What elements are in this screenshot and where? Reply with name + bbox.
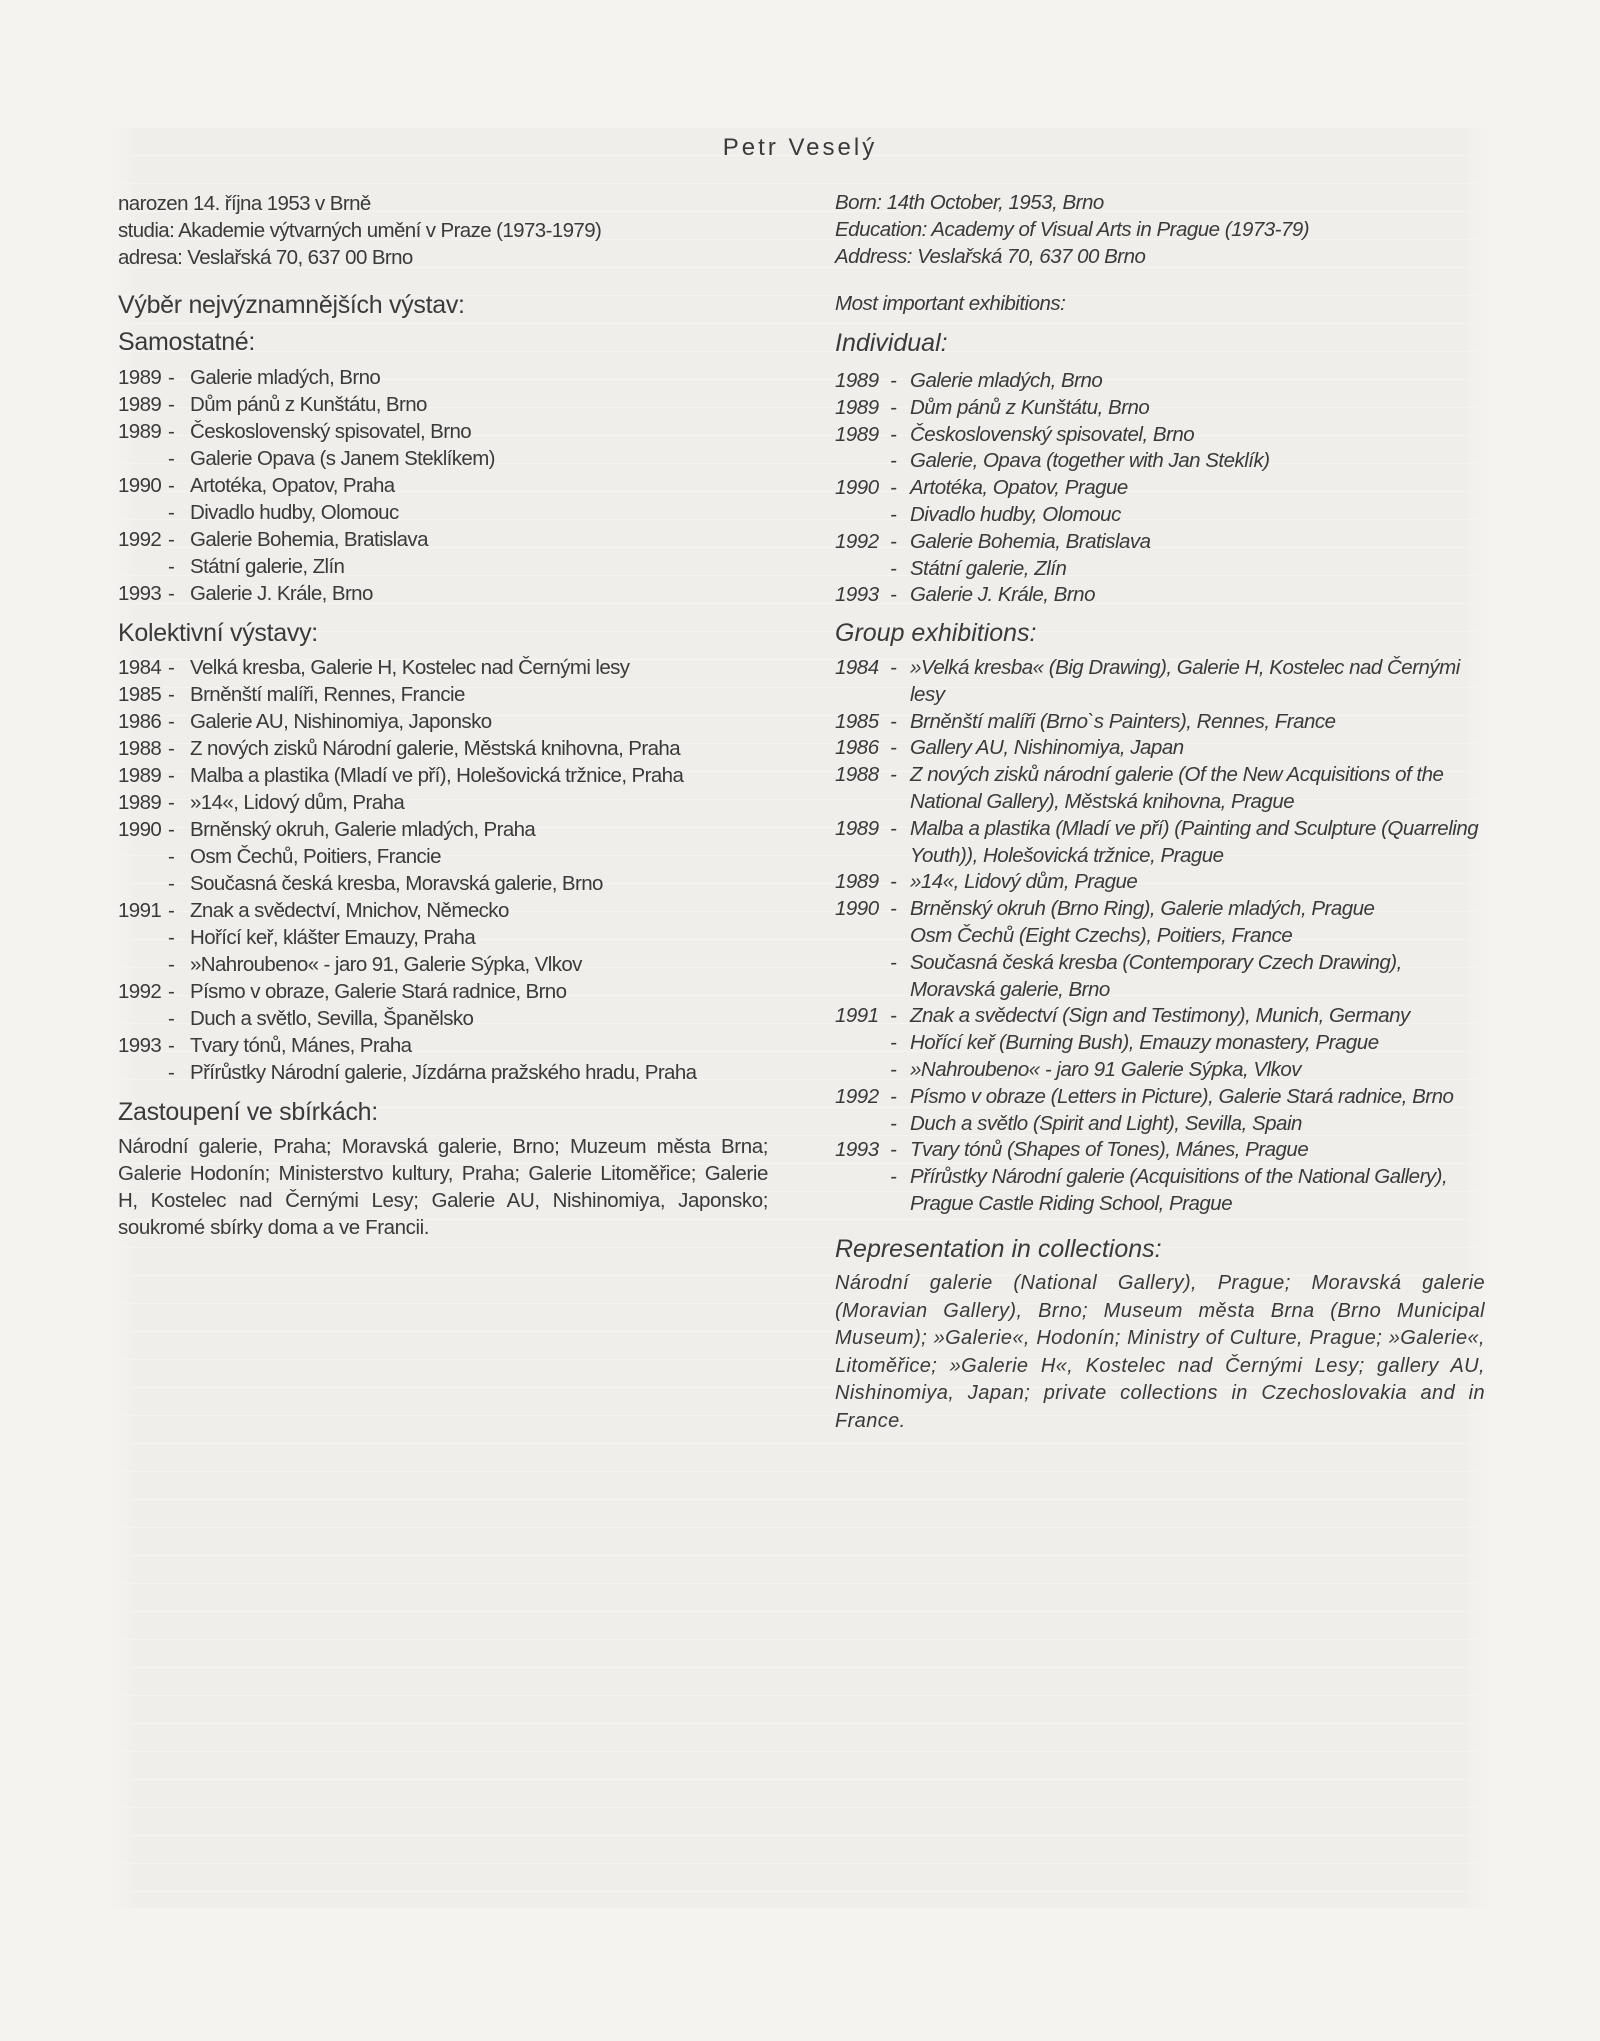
show-through-line: [110, 1780, 1490, 1807]
exhibition-dash: -: [890, 1031, 897, 1055]
exhibition-dash: -: [168, 872, 175, 895]
exhibition-entry: [118, 735, 768, 762]
exhibition-year: [835, 1164, 890, 1191]
exhibition-dash: -: [890, 816, 897, 840]
exhibition-text: Osm Čechů, Poitiers, Francie: [190, 845, 441, 868]
exhibition-entry: [118, 951, 768, 978]
birth-line: narozen 14. října 1953 v Brně: [118, 192, 371, 215]
exhibition-text: Současná česká kresba (Contemporary Czech Drawing), Moravská galerie, Brno: [910, 950, 1402, 1001]
exhibition-entry: [835, 395, 1485, 422]
exhibition-dash: -: [890, 556, 897, 580]
exhibition-text: Státní galerie, Zlín: [190, 555, 345, 578]
exhibition-entry: [118, 762, 768, 789]
exhibition-text: Galerie Bohemia, Bratislava: [910, 529, 1151, 553]
exhibition-dash: -: [168, 528, 175, 551]
exhibition-dash: -: [168, 818, 175, 841]
exhibition-year: 1992: [118, 528, 162, 551]
exhibition-entry: [118, 924, 768, 951]
exhibition-dash: -: [890, 1111, 897, 1135]
exhibition-year: [118, 1059, 168, 1086]
exhibition-text: Galerie Opava (s Janem Steklíkem): [190, 447, 495, 470]
exhibition-text: Malba a plastika (Mladí ve pří) (Painting and Sculpture (Quarreling Youth)), Holešovická tržnice, Prague: [910, 816, 1479, 867]
exhibition-year: 1984: [835, 655, 879, 679]
exhibition-entry: [835, 582, 1485, 609]
exhibition-entry: [118, 870, 768, 897]
exhibition-dash: -: [168, 899, 175, 922]
exhibition-entry: [118, 816, 768, 843]
exhibition-entry: [835, 1111, 1485, 1138]
exhibition-year: 1990: [118, 474, 162, 497]
show-through-line: [110, 1864, 1490, 1891]
exhibition-year: 1990: [835, 897, 879, 921]
exhibition-text: Brněnští malíři (Brno`s Painters), Rennes, France: [910, 709, 1336, 733]
exhibition-text: Galerie mladých, Brno: [910, 368, 1103, 392]
exhibition-text: Dům pánů z Kunštátu, Brno: [190, 393, 427, 416]
exhibition-entry: [835, 1030, 1485, 1057]
exhibition-year: [835, 950, 890, 1004]
exhibition-text: Hořící keř (Burning Bush), Emauzy monastery, Prague: [910, 1031, 1379, 1055]
exhibition-text: »Velká kresba« (Big Drawing), Galerie H, Kostelec nad Černými lesy: [910, 655, 1460, 706]
exhibition-text: Hořící keř, klášter Emauzy, Praha: [190, 926, 476, 949]
exhibition-dash: -: [168, 683, 175, 706]
exhibition-year: 1989: [835, 422, 879, 446]
show-through-line: [110, 1640, 1490, 1667]
exhibition-text: »14«, Lidový dům, Prague: [910, 870, 1138, 894]
exhibition-dash: -: [168, 1061, 175, 1084]
exhibition-text: Galerie AU, Nishinomiya, Japonsko: [190, 710, 492, 733]
exhibition-year: [118, 951, 168, 978]
exhibition-text: Galerie Bohemia, Bratislava: [190, 528, 428, 551]
solo-heading: Samostatné:: [118, 328, 256, 356]
exhibition-text: Brněnský okruh (Brno Ring), Galerie mladých, Prague: [910, 897, 1375, 921]
exhibition-text: Osm Čechů (Eight Czechs), Poitiers, France: [910, 923, 1293, 947]
solo-list: [118, 364, 768, 607]
exhibition-dash: -: [168, 555, 175, 578]
english-column: [835, 190, 1485, 1435]
exhibition-entry: [118, 472, 768, 499]
exhibition-entry: [835, 1057, 1485, 1084]
exhibition-dash: -: [168, 926, 175, 949]
exhibition-year: [835, 556, 890, 583]
exhibition-entry: [835, 448, 1485, 475]
group-heading: Group exhibitions:: [835, 619, 1037, 648]
exhibition-text: Písmo v obraze, Galerie Stará radnice, Brno: [190, 980, 567, 1003]
exhibition-year: [118, 499, 168, 526]
exhibition-entry: [835, 556, 1485, 583]
exhibition-text: Divadlo hudby, Olomouc: [190, 501, 399, 524]
exhibition-dash: [890, 923, 910, 950]
exhibition-text: Písmo v obraze (Letters in Picture), Galerie Stará radnice, Brno: [910, 1084, 1454, 1108]
exhibition-entry: [118, 1032, 768, 1059]
personal-info: [835, 190, 1485, 270]
exhibition-text: »14«, Lidový dům, Praha: [190, 791, 405, 814]
collections-heading: Zastoupení ve sbírkách:: [118, 1098, 378, 1126]
exhibition-year: 1991: [118, 899, 162, 922]
exhibition-year: 1989: [835, 395, 879, 419]
exhibition-entry: [118, 391, 768, 418]
exhibition-dash: -: [890, 368, 897, 392]
exhibition-entry: [118, 681, 768, 708]
exhibition-entry: [118, 418, 768, 445]
exhibition-dash: -: [890, 736, 897, 760]
exhibition-year: 1989: [118, 420, 162, 443]
exhibition-year: 1989: [118, 393, 162, 416]
exhibition-entry: [835, 502, 1485, 529]
education-line: studia: Akademie výtvarných umění v Praze (1973-1979): [118, 219, 602, 242]
exhibition-text: Z nových zisků národní galerie (Of the New Acquisitions of the National Gallery), Městská knihovna, Prague: [910, 763, 1444, 813]
exhibition-year: 1993: [118, 582, 162, 605]
exhibition-entry: [118, 499, 768, 526]
show-through-line: [110, 1696, 1490, 1723]
collections-text: Národní galerie (National Gallery), Prague; Moravská galerie (Moravian Gallery), Brno; Museum města Brna (Brno Municipal Museum); »Galerie«, Hodonín; Ministry of Culture, Prague; »Galerie«, Litoměřice; »Galerie H«, Kostelec nad Černými Lesy; gallery AU, Nishinomiya, Japan; private collections in Czechoslovakia and in France.: [835, 1272, 1485, 1432]
exhibition-text: Duch a světlo, Sevilla, Španělsko: [190, 1007, 474, 1030]
exhibition-year: 1992: [118, 980, 162, 1003]
exhibition-dash: -: [890, 897, 897, 921]
exhibition-text: Duch a světlo (Spirit and Light), Sevilla, Spain: [910, 1111, 1302, 1135]
exhibition-entry: [118, 1005, 768, 1032]
exhibition-text: Galerie, Opava (together with Jan Steklík): [910, 449, 1270, 473]
exhibition-entry: [835, 368, 1485, 395]
exhibition-dash: -: [168, 1034, 175, 1057]
exhibition-entry: [118, 978, 768, 1005]
exhibition-dash: -: [890, 502, 897, 526]
group-heading: Kolektivní výstavy:: [118, 619, 318, 647]
show-through-line: [110, 1556, 1490, 1583]
exhibition-year: [835, 1191, 890, 1218]
exhibition-year: 1989: [835, 870, 879, 894]
exhibition-entry: [118, 708, 768, 735]
exhibition-text: Československý spisovatel, Brno: [910, 422, 1195, 446]
show-through-line: [110, 1444, 1490, 1471]
exhibition-dash: -: [168, 1007, 175, 1030]
exhibition-dash: -: [168, 656, 175, 679]
exhibition-year: 1989: [118, 764, 162, 787]
exhibition-entry: [835, 1191, 1485, 1218]
exhibition-dash: -: [168, 710, 175, 733]
exhibition-dash: -: [890, 476, 897, 500]
exhibition-entry: [118, 897, 768, 924]
exhibition-entry: [835, 816, 1485, 870]
exhibition-entry: [835, 422, 1485, 449]
exhibition-year: [835, 1030, 890, 1057]
exhibition-dash: -: [168, 366, 175, 389]
exhibition-year: 1988: [118, 737, 162, 760]
exhibition-entry: [835, 1003, 1485, 1030]
exhibition-dash: -: [890, 449, 897, 473]
exhibition-dash: -: [168, 582, 175, 605]
exhibition-year: 1990: [118, 818, 162, 841]
solo-heading: Individual:: [835, 329, 948, 358]
exhibition-dash: -: [168, 845, 175, 868]
education-line: Education: Academy of Visual Arts in Prague (1973-79): [835, 217, 1310, 241]
exhibition-entry: [835, 923, 1485, 950]
exhibition-year: [118, 553, 168, 580]
exhibition-dash: -: [890, 870, 897, 894]
exhibition-dash: -: [168, 953, 175, 976]
exhibition-entry: [835, 1164, 1485, 1191]
exhibition-entry: [118, 654, 768, 681]
exhibition-dash: -: [890, 1138, 897, 1162]
exhibition-year: 1986: [118, 710, 162, 733]
exhibition-text: Přírůstky Národní galerie (Acquisitions of the National Gallery),: [910, 1165, 1448, 1189]
exhibition-dash: -: [890, 950, 897, 974]
exhibition-year: 1993: [118, 1034, 162, 1057]
exhibition-entry: [835, 735, 1485, 762]
exhibition-entry: [835, 655, 1485, 709]
exhibition-dash: -: [890, 655, 897, 679]
exhibition-year: 1991: [835, 1004, 879, 1028]
show-through-line: [110, 1612, 1490, 1639]
exhibition-dash: -: [168, 980, 175, 1003]
exhibition-entry: [118, 843, 768, 870]
exhibition-dash: -: [168, 791, 175, 814]
exhibition-text: Malba a plastika (Mladí ve pří), Holešovická tržnice, Praha: [190, 764, 684, 787]
exhibition-year: 1993: [835, 1138, 879, 1162]
exhibition-entry: [835, 529, 1485, 556]
page-title: Petr Veselý: [722, 134, 878, 161]
address-line: adresa: Veslařská 70, 637 00 Brno: [118, 246, 413, 269]
exhibition-dash: -: [890, 709, 897, 733]
exhibition-entry: [118, 526, 768, 553]
exhibition-year: 1990: [835, 476, 879, 500]
personal-info: [118, 190, 768, 271]
exhibition-year: [835, 448, 890, 475]
address-line: Address: Veslařská 70, 637 00 Brno: [835, 244, 1146, 268]
exhibition-dash: -: [890, 422, 897, 446]
exhibition-year: [118, 843, 168, 870]
exhibition-year: [118, 1005, 168, 1032]
exhibition-year: [118, 870, 168, 897]
exhibition-text: Galerie J. Krále, Brno: [190, 582, 373, 605]
exhibition-entry: [118, 445, 768, 472]
exhibition-entry: [118, 364, 768, 391]
exhibition-dash: -: [890, 529, 897, 553]
exhibition-year: [835, 502, 890, 529]
exhibition-text: »Nahroubeno« - jaro 91, Galerie Sýpka, Vlkov: [190, 953, 582, 976]
exhibition-entry: [835, 869, 1485, 896]
show-through-line: [110, 1472, 1490, 1499]
exhibition-text: Dům pánů z Kunštátu, Brno: [910, 395, 1150, 419]
exhibition-year: 1989: [118, 791, 162, 814]
show-through-line: [110, 1752, 1490, 1779]
exhibition-entry: [118, 1059, 768, 1086]
exhibition-dash: -: [890, 1057, 897, 1081]
exhibition-dash: -: [168, 447, 175, 470]
exhibition-year: 1992: [835, 1084, 879, 1108]
exhibition-text: Tvary tónů (Shapes of Tones), Mánes, Prague: [910, 1138, 1309, 1162]
exhibition-text: Znak a svědectví (Sign and Testimony), Munich, Germany: [910, 1004, 1410, 1028]
exhibition-year: 1985: [118, 683, 162, 706]
czech-column: [118, 190, 768, 1241]
exhibition-text: Z nových zisků Národní galerie, Městská knihovna, Praha: [190, 737, 681, 760]
exhibition-entry: [835, 950, 1485, 1004]
exhibition-entry: [835, 1084, 1485, 1111]
exhibition-dash: -: [168, 420, 175, 443]
collections-text: Národní galerie, Praha; Moravská galerie, Brno; Muzeum města Brna; Galerie Hodonín; Ministerstvo kultury, Praha; Galerie Litoměřice; Galerie H, Kostelec nad Černými Lesy; Galerie AU, Nishinomiya, Japonsko; soukromé sbírky doma a ve Francii.: [118, 1135, 768, 1239]
exhibition-year: 1988: [835, 763, 879, 787]
exhibition-dash: -: [890, 395, 897, 419]
exhibition-text: Československý spisovatel, Brno: [190, 420, 472, 443]
exhibition-text: Současná česká kresba, Moravská galerie, Brno: [190, 872, 603, 895]
exhibition-text: Divadlo hudby, Olomouc: [910, 502, 1121, 526]
show-through-line: [110, 1500, 1490, 1527]
exhibition-year: 1993: [835, 583, 879, 607]
exhibition-entry: [118, 553, 768, 580]
show-through-line: [110, 1836, 1490, 1863]
exhibitions-heading: Most important exhibitions:: [835, 292, 1066, 316]
exhibition-text: Velká kresba, Galerie H, Kostelec nad Černými lesy: [190, 656, 630, 679]
exhibition-year: [118, 445, 168, 472]
show-through-line: [110, 1528, 1490, 1555]
exhibition-year: 1989: [835, 816, 879, 840]
exhibition-text: Galerie mladých, Brno: [190, 366, 381, 389]
exhibition-year: 1989: [835, 368, 879, 392]
exhibition-year: 1985: [835, 709, 879, 733]
exhibition-year: [835, 1057, 890, 1084]
exhibitions-heading: Výběr nejvýznamnějších výstav:: [118, 291, 465, 319]
exhibition-dash: -: [890, 763, 897, 787]
exhibition-dash: -: [168, 501, 175, 524]
group-list: [118, 654, 768, 1086]
exhibition-year: 1989: [118, 366, 162, 389]
collections-heading: Representation in collections:: [835, 1234, 1162, 1263]
exhibition-text: Artotéka, Opatov, Prague: [910, 476, 1128, 500]
exhibition-entry: [118, 789, 768, 816]
exhibition-entry: [835, 762, 1485, 816]
exhibition-year: 1984: [118, 656, 162, 679]
exhibition-text: Brněnští malíři, Rennes, Francie: [190, 683, 465, 706]
show-through-line: [110, 1892, 1490, 1908]
solo-list: [835, 368, 1485, 609]
exhibition-text: »Nahroubeno« - jaro 91 Galerie Sýpka, Vlkov: [910, 1057, 1302, 1081]
exhibition-text: Galerie J. Krále, Brno: [910, 583, 1095, 607]
exhibition-text: Znak a svědectví, Mnichov, Německo: [190, 899, 509, 922]
exhibition-text: Státní galerie, Zlín: [910, 556, 1067, 580]
exhibition-dash: -: [890, 583, 897, 607]
exhibition-dash: [890, 1191, 910, 1218]
exhibition-entry: [835, 709, 1485, 736]
show-through-line: [110, 1668, 1490, 1695]
exhibition-entry: [835, 1137, 1485, 1164]
exhibition-entry: [118, 580, 768, 607]
exhibition-text: Artotéka, Opatov, Praha: [190, 474, 395, 497]
group-list: [835, 655, 1485, 1218]
exhibition-text: Brněnský okruh, Galerie mladých, Praha: [190, 818, 536, 841]
exhibition-text: Tvary tónů, Mánes, Praha: [190, 1034, 412, 1057]
exhibition-year: [835, 1111, 890, 1138]
show-through-line: [110, 1584, 1490, 1611]
exhibition-text: Přírůstky Národní galerie, Jízdárna pražského hradu, Praha: [190, 1061, 697, 1084]
birth-line: Born: 14th October, 1953, Brno: [835, 191, 1104, 214]
exhibition-text: Gallery AU, Nishinomiya, Japan: [910, 736, 1184, 760]
exhibition-dash: -: [890, 1165, 897, 1189]
exhibition-dash: -: [168, 764, 175, 787]
show-through-line: [110, 1724, 1490, 1751]
exhibition-year: 1992: [835, 529, 879, 553]
exhibition-entry: [835, 896, 1485, 923]
exhibition-entry: [835, 475, 1485, 502]
exhibition-year: [835, 923, 890, 950]
exhibition-year: [118, 924, 168, 951]
show-through-line: [110, 1808, 1490, 1835]
exhibition-dash: -: [890, 1004, 897, 1028]
exhibition-dash: -: [168, 474, 175, 497]
exhibition-dash: -: [168, 737, 175, 760]
exhibition-text: Prague Castle Riding School, Prague: [910, 1191, 1233, 1215]
exhibition-dash: -: [168, 393, 175, 416]
exhibition-dash: -: [890, 1084, 897, 1108]
exhibition-year: 1986: [835, 736, 879, 760]
